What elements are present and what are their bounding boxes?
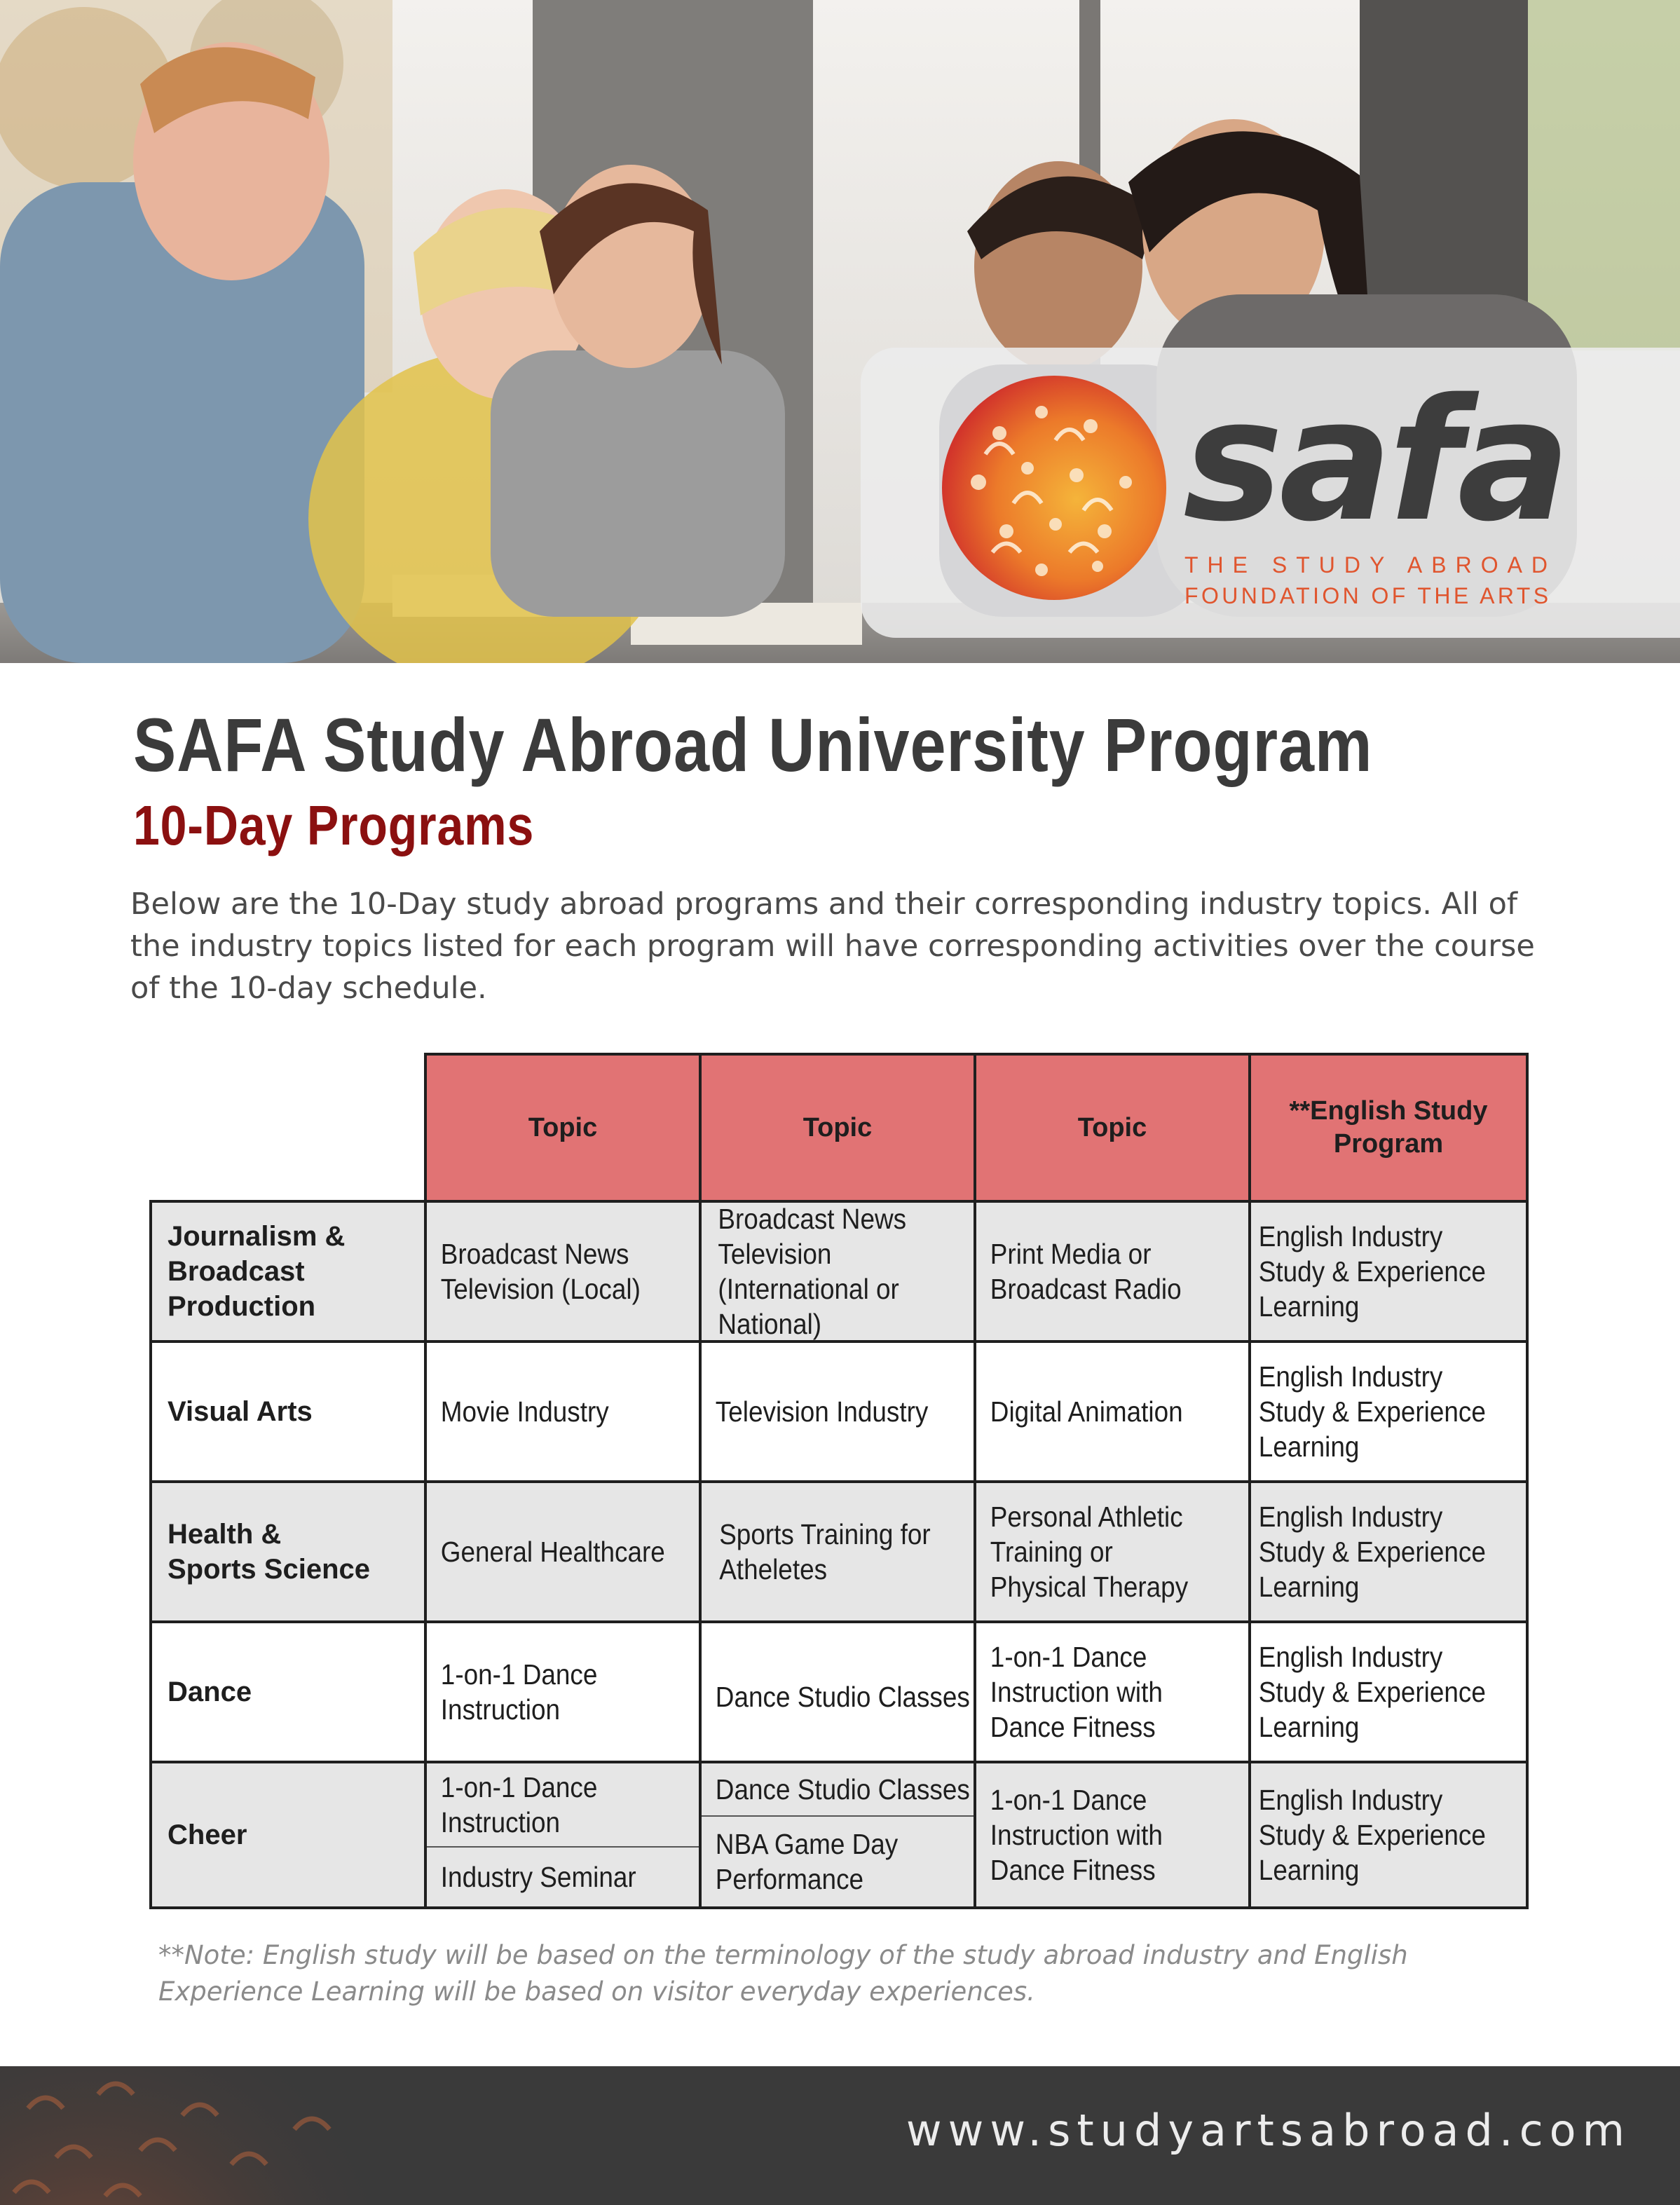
table-cell: English Industry Study & Experience Learning — [1248, 1480, 1529, 1623]
table-cell: Broadcast News Television (International or National) — [699, 1200, 976, 1343]
hero-photo — [0, 0, 1680, 663]
safa-wordmark — [1183, 378, 1576, 547]
table-cell: English Industry Study & Experience Learning — [1248, 1620, 1529, 1763]
table-cell: Digital Animation — [974, 1340, 1251, 1483]
table-cell: Broadcast News Television (Local) — [424, 1200, 702, 1343]
table-cell: English Industry Study & Experience Learning — [1248, 1340, 1529, 1483]
table-cell: Personal Athletic Training or Physical Therapy — [974, 1480, 1251, 1623]
column-header-topic-2: Topic — [699, 1053, 976, 1203]
logo-tagline-line2: FOUNDATION OF THE ARTS — [1184, 583, 1552, 608]
table-cell: General Healthcare — [424, 1480, 702, 1623]
table-cell-split — [424, 1761, 702, 1909]
footnote: **Note: English study will be based on the terminology of the study abroad industry and English Experience Learning will be based on visitor everyday experiences. — [158, 1940, 1408, 2007]
table-cell: Sports Training for Atheletes — [699, 1480, 976, 1623]
table-subcell: Dance Studio Classes — [702, 1763, 974, 1817]
page-title: SAFA Study Abroad University Program — [133, 702, 1373, 787]
page-subtitle: 10-Day Programs — [133, 794, 535, 856]
table-cell: English Industry Study & Experience Learning — [1248, 1200, 1529, 1343]
table-row-header: Journalism & Broadcast Production — [149, 1200, 427, 1343]
table-cell: 1-on-1 Dance Instruction with Dance Fitness — [974, 1761, 1251, 1909]
table-cell: English Industry Study & Experience Learning — [1248, 1761, 1529, 1909]
footer-bar — [0, 2066, 1680, 2205]
table-cell: Television Industry — [699, 1340, 976, 1483]
safa-wordmark-text: safa — [1183, 378, 1567, 547]
table-cell: Print Media or Broadcast Radio — [974, 1200, 1251, 1343]
decorative-pattern-icon — [0, 2066, 421, 2205]
table-row-header: Visual Arts — [149, 1340, 427, 1483]
table-cell-split — [699, 1761, 976, 1909]
column-header-english-study: **English Study Program — [1248, 1053, 1529, 1203]
website-link[interactable]: www.studyartsabroad.com — [906, 2105, 1631, 2156]
table-subcell: NBA Game Day Performance — [715, 1828, 899, 1895]
table-cell: 1-on-1 Dance Instruction — [424, 1620, 702, 1763]
intro-paragraph: Below are the 10-Day study abroad programs and their corresponding industry topics. All of the industry topics listed for each program will have corresponding activities over the course of the 10-day schedule. — [130, 887, 1535, 1006]
table-subcell: Industry Seminar — [440, 1861, 636, 1893]
logo-tagline-line1: THE STUDY ABROAD — [1184, 552, 1557, 578]
table-subcell: 1-on-1 Dance Instruction — [427, 1763, 699, 1848]
table-row-header: Cheer — [149, 1761, 427, 1909]
table-row-header: Health & Sports Science — [149, 1480, 427, 1623]
column-header-topic-1: Topic — [424, 1053, 702, 1203]
column-header-topic-3: Topic — [974, 1053, 1251, 1203]
table-row-header: Dance — [149, 1620, 427, 1763]
table-cell: 1-on-1 Dance Instruction with Dance Fitness — [974, 1620, 1251, 1763]
safa-globe-logo-icon — [936, 370, 1172, 606]
table-cell: Movie Industry — [424, 1340, 702, 1483]
table-cell: Dance Studio Classes — [699, 1620, 976, 1763]
